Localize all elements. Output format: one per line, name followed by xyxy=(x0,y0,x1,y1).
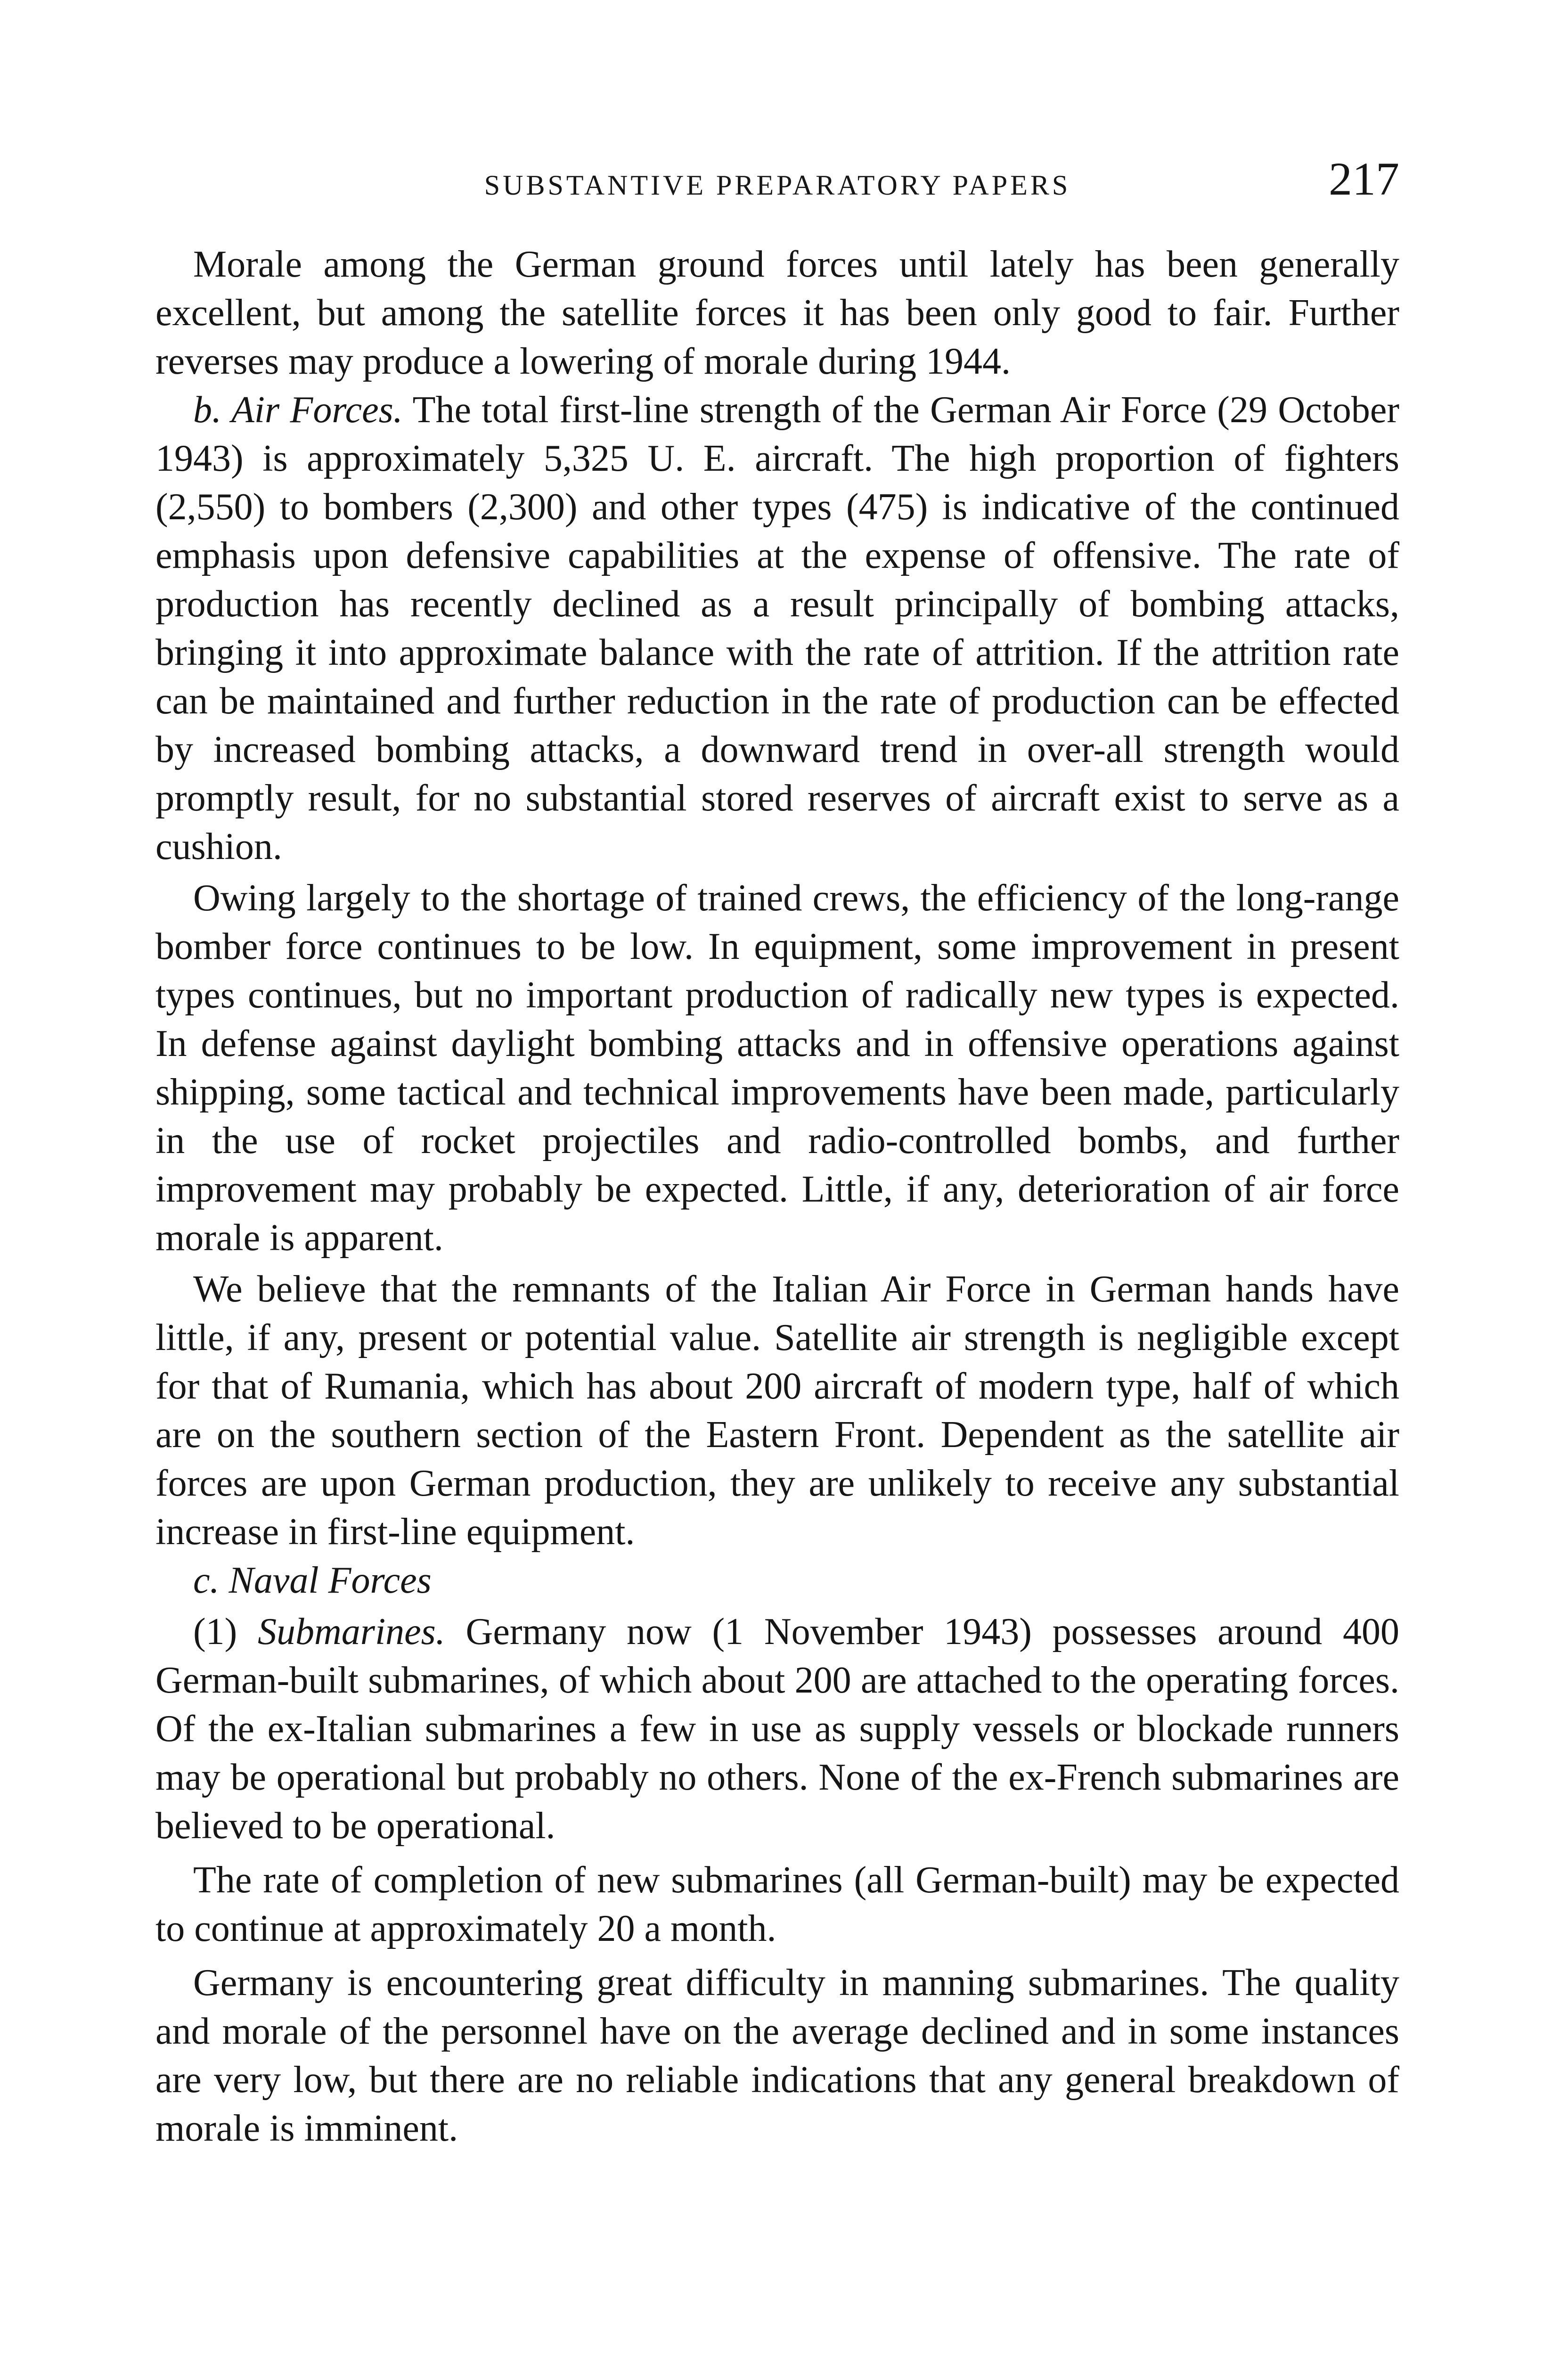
section-label-air-forces: b. Air Forces. xyxy=(193,389,403,431)
paragraph-submarines-text: Germany now (1 November 1943) possesses around 400 German-built submarines, of which about 200 are attached to the operating forces. Of the ex-Italian submarines a few in use as supply vessels or blockade runners may be operational but probably no others. None of the ex-French submarines are believed to be operational. xyxy=(155,1611,1399,1847)
paragraph-air-forces xyxy=(155,386,1399,871)
paragraph-air-forces-text: The total first-line strength of the German Air Force (29 October 1943) is approximately 5,325 U. E. aircraft. The high proportion of fighters (2,550) to bombers (2,300) and other types (475) is indicative of the continued emphasis upon defensive capabilities at the expense of offensive. The rate of production has recently declined as a result principally of bombing attacks, bringing it into approximate balance with the rate of attrition. If the attrition rate can be maintained and further reduction in the rate of production can be effected by increased bombing attacks, a downward trend in over-all strength would promptly result, for no substantial stored reserves of aircraft exist to serve as a cushion. xyxy=(155,389,1399,867)
running-title: SUBSTANTIVE PREPARATORY PAPERS xyxy=(484,170,1071,201)
section-label-submarines: Submarines. xyxy=(258,1611,445,1652)
page-number: 217 xyxy=(1329,153,1399,205)
section-heading-naval-forces xyxy=(155,1556,1399,1605)
body-text xyxy=(155,240,1399,2153)
paragraph-submarine-completion-rate: The rate of completion of new submarines (all German-built) may be expected to continue at approximately 20 a month. xyxy=(155,1859,1399,1949)
paragraph-submarine-manning: Germany is encountering great difficulty in manning submarines. The quality and morale of the personnel have on the average declined and in some instances are very low, but there are no reliable indications that any general breakdown of morale is imminent. xyxy=(155,1962,1399,2149)
paragraph-submarines xyxy=(155,1608,1399,1850)
submarines-number: (1) xyxy=(193,1611,258,1652)
paragraph-bomber-force: Owing largely to the shortage of trained crews, the efficiency of the long-range bomber force continues to be low. In equipment, some improvement in present types continues, but no important production of radically new types is expected. In defense against daylight bombing attacks and in offensive operations against shipping, some tactical and technical improvements have been made, particularly in the use of rocket projectiles and radio-controlled bombs, and further improvement may probably be expected. Little, if any, deterioration of air force morale is apparent. xyxy=(155,877,1399,1259)
running-head xyxy=(155,155,1399,203)
section-heading-naval-forces-text: c. Naval Forces xyxy=(193,1560,432,1601)
paragraph-italian-satellite-air: We believe that the remnants of the Italian Air Force in German hands have little, if any, present or potential value. Satellite air strength is negligible except for that of Rumania, which has about 200 aircraft of modern type, half of which are on the southern section of the Eastern Front. Dependent as the satellite air forces are upon German production, they are unlikely to receive any substantial increase in first-line equipment. xyxy=(155,1268,1399,1553)
paragraph-ground-forces-morale: Morale among the German ground forces until lately has been generally excellent, but among the satellite forces it has been only good to fair. Further reverses may produce a lowering of morale during 1944. xyxy=(155,244,1399,382)
